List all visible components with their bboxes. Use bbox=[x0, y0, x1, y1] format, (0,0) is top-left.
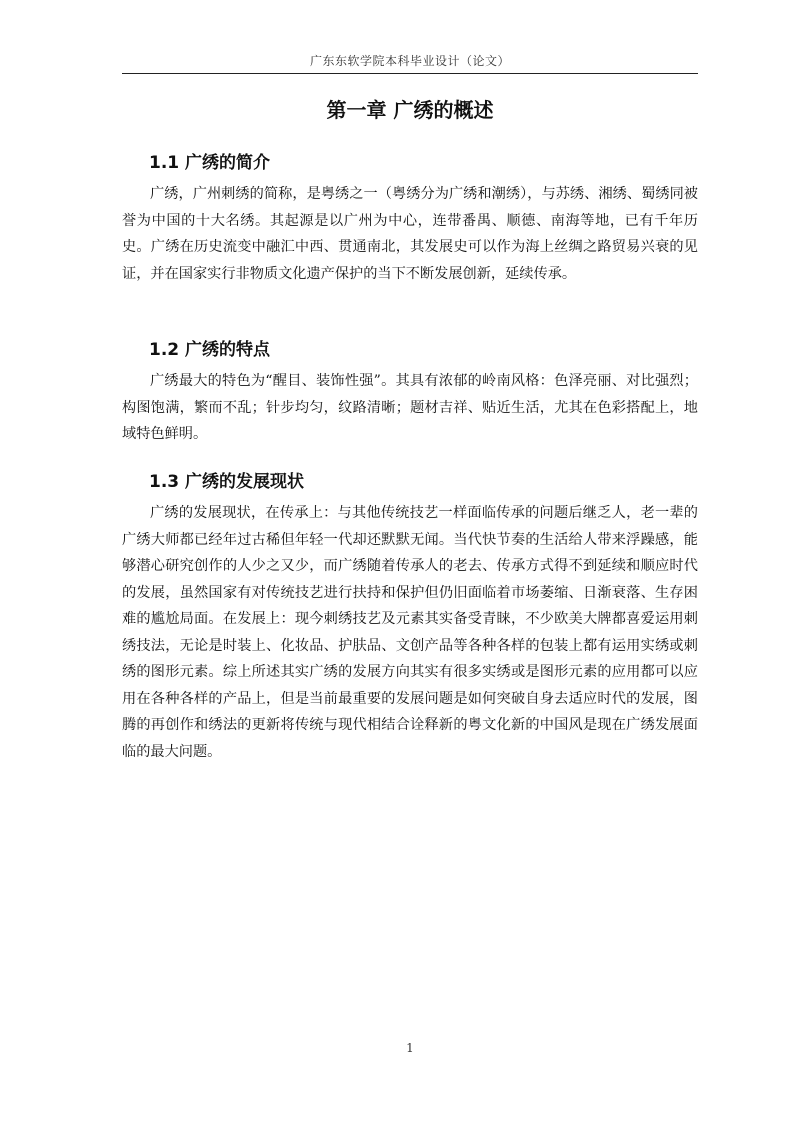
section-heading: 1.1 广绣的简介 bbox=[149, 153, 271, 173]
section-heading: 1.2 广绣的特点 bbox=[149, 340, 271, 360]
section-features bbox=[122, 338, 698, 448]
section-paragraph: 广绣的发展现状，在传承上：与其他传统技艺一样面临传承的问题后继乏人，老一辈的广绣大师都已经年过古稀但年轻一代却还默默无闻。当代快节奏的生活给人带来浮躁感，能够潜心研究创作的人少之又少，而广绣随着传承人的老去、传承方式得不到延续和顺应时代的发展，虽然国家有对传统技艺进行扶持和保护但仍旧面临着市场萎缩、日渐衰落、生存困难的尴尬局面。在发展上：现今刺绣技艺及元素其实备受青睐，不少欧美大牌都喜爱运用刺绣技法，无论是时装上、化妆品、护肤品、文创产品等各种各样的包装上都有运用实绣或刺绣的图形元素。综上所述其实广绣的发展方向其实有很多实绣或是图形元素的应用都可以应用在各种各样的产品上，但是当前最重要的发展问题是如何突破自身去适应时代的发展，图腾的再创作和绣法的更新将传统与现代相结合诠释新的粤文化新的中国风是现在广绣发展面临的最大问题。 bbox=[122, 505, 698, 760]
running-header: 广东东软学院本科毕业设计（论文） bbox=[309, 54, 510, 68]
section-introduction bbox=[122, 151, 698, 287]
chapter-title: 第一章 广绣的概述 bbox=[326, 98, 494, 122]
page-number: 1 bbox=[406, 1041, 414, 1055]
section-development-status bbox=[122, 470, 698, 765]
section-heading: 1.3 广绣的发展现状 bbox=[149, 472, 305, 492]
section-paragraph: 广绣最大的特色为“醒目、装饰性强”。其具有浓郁的岭南风格：色泽亮丽、对比强烈；构图饱满，繁而不乱；针步均匀，纹路清晰；题材吉祥、贴近生活，尤其在色彩搭配上，地域特色鲜明。 bbox=[122, 373, 698, 442]
header-rule bbox=[122, 73, 698, 74]
section-paragraph: 广绣，广州刺绣的简称，是粤绣之一（粤绣分为广绣和潮绣），与苏绣、湘绣、蜀绣同被誉为中国的十大名绣。其起源是以广州为中心，连带番禺、顺德、南海等地，已有千年历史。广绣在历史流变中融汇中西、贯通南北，其发展史可以作为海上丝绸之路贸易兴衰的见证，并在国家实行非物质文化遗产保护的当下不断发展创新，延续传承。 bbox=[122, 186, 698, 282]
